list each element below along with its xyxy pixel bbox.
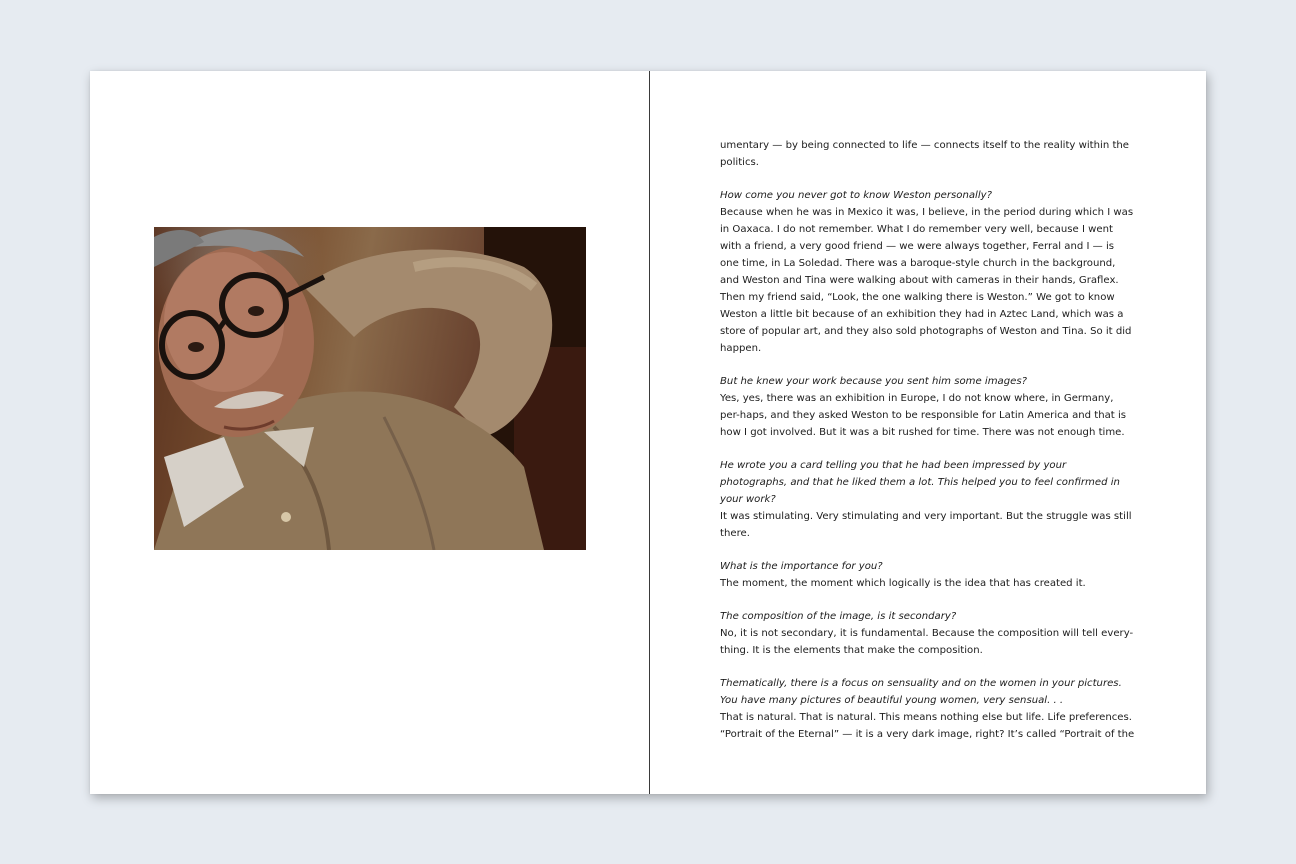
answer: Yes, yes, there was an exhibition in Europe, I do not know where, in Germany, per-haps, and they asked Weston to be responsible for Latin America and that is how I got involved. But it was a bit rushed for time. There was not enough time. xyxy=(720,393,1127,438)
question: Thematically, there is a focus on sensuality and on the women in your pictures. You have many pictures of beautiful young women, very sensual. . . xyxy=(720,678,1122,706)
answer: That is natural. That is natural. This means nothing else but life. Life preferences. “Portrait of the Eternal” — it is a very dark image, right? It’s called “Portrait of the xyxy=(720,712,1135,740)
qa-block xyxy=(720,457,1136,542)
portrait-photo-image xyxy=(154,227,586,550)
lead-paragraph: umentary — by being connected to life — connects itself to the reality within the politics. xyxy=(720,140,1130,168)
question: The composition of the image, is it secondary? xyxy=(720,611,957,622)
question: What is the importance for you? xyxy=(720,561,883,572)
right-page xyxy=(650,71,1206,794)
answer: The moment, the moment which logically is the idea that has created it. xyxy=(720,578,1086,589)
qa-block xyxy=(720,608,1136,659)
qa-block xyxy=(720,373,1136,441)
portrait-photo xyxy=(154,227,586,550)
book-spread xyxy=(90,71,1206,794)
left-page xyxy=(90,71,649,794)
interview-text xyxy=(720,137,1136,759)
answer: It was stimulating. Very stimulating and very important. But the struggle was still there. xyxy=(720,511,1132,539)
answer: Because when he was in Mexico it was, I believe, in the period during which I was in Oaxaca. I do not remember. What I do remember very well, because I went with a friend, a very good friend — we were always together, Ferral and I — is one time, in La Soledad. There was a baroque-style church in the background, and Weston and Tina were walking about with cameras in their hands, Graflex. Then my friend said, “Look, the one walking there is Weston.” We got to know Weston a little bit because of an exhibition they had in Aztec Land, which was a store of popular art, and they also sold photographs of Weston and Tina. So it did happen. xyxy=(720,207,1134,354)
question: But he knew your work because you sent him some images? xyxy=(720,376,1027,387)
qa-block xyxy=(720,558,1136,592)
answer: No, it is not secondary, it is fundamental. Because the composition will tell every-thing. It is the elements that make the composition. xyxy=(720,628,1134,656)
question: How come you never got to know Weston personally? xyxy=(720,190,992,201)
qa-block xyxy=(720,187,1136,357)
question: He wrote you a card telling you that he had been impressed by your photographs, and that he liked them a lot. This helped you to feel confirmed in your work? xyxy=(720,460,1120,505)
qa-block xyxy=(720,675,1136,743)
